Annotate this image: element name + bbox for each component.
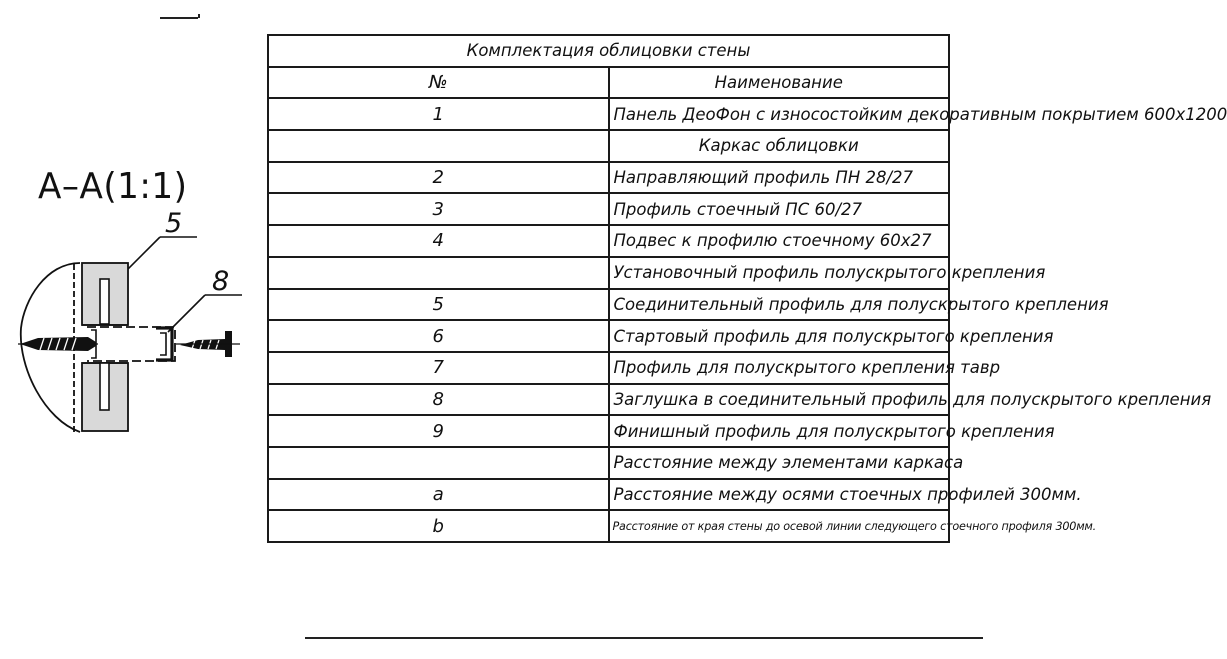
table-title: Комплектация облицовки стены xyxy=(268,35,949,67)
row-text: Соединительный профиль для полускрытого крепления xyxy=(609,289,950,321)
row-number: 8 xyxy=(268,384,609,416)
table-row xyxy=(268,162,949,194)
row-number: 1 xyxy=(268,98,609,130)
specification-table xyxy=(267,34,1227,543)
group-heading: Установочный профиль полускрытого крепления xyxy=(609,257,950,289)
section-drawing xyxy=(0,200,260,440)
table-header-row xyxy=(268,67,949,99)
table-row xyxy=(268,384,949,416)
table-title-row xyxy=(268,35,949,67)
table-row xyxy=(268,320,949,352)
row-text: Подвес к профилю стоечному 60х27 xyxy=(609,225,950,257)
table-row xyxy=(268,510,949,542)
row-number: 5 xyxy=(268,289,609,321)
connecting-profile xyxy=(87,327,175,361)
title-underline-mark xyxy=(160,17,198,19)
row-number: b xyxy=(268,510,609,542)
row-number: 7 xyxy=(268,352,609,384)
table-row xyxy=(268,130,949,162)
table-row xyxy=(268,447,949,479)
row-text: Финишный профиль для полускрытого крепления xyxy=(609,415,950,447)
profile-flange-lower xyxy=(100,363,109,410)
table-row xyxy=(268,289,949,321)
row-number: 2 xyxy=(268,162,609,194)
col-header-number: № xyxy=(268,67,609,99)
table-row xyxy=(268,479,949,511)
row-number xyxy=(268,257,609,289)
row-number: 4 xyxy=(268,225,609,257)
row-number: a xyxy=(268,479,609,511)
table-row xyxy=(268,98,949,130)
row-text: Панель ДеоФон с износостойким декоративным покрытием 600х1200 xyxy=(609,98,950,130)
row-number: 6 xyxy=(268,320,609,352)
table-row xyxy=(268,257,949,289)
table-row xyxy=(268,415,949,447)
row-text: Заглушка в соединительный профиль для полускрытого крепления xyxy=(609,384,950,416)
table-row xyxy=(268,225,949,257)
row-text: Расстояние между осями стоечных профилей 300мм. xyxy=(609,479,950,511)
row-number: 3 xyxy=(268,193,609,225)
row-text: Направляющий профиль ПН 28/27 xyxy=(609,162,950,194)
row-text: Профиль для полускрытого крепления тавр xyxy=(609,352,950,384)
table-row xyxy=(268,352,949,384)
row-text: Профиль стоечный ПС 60/27 xyxy=(609,193,950,225)
callout-5: 5 xyxy=(165,208,183,239)
row-text: Расстояние от края стены до осевой линии следующего стоечного профиля 300мм. xyxy=(609,510,950,542)
row-number xyxy=(268,130,609,162)
group-heading: Каркас облицовки xyxy=(609,130,950,162)
profile-flange-upper xyxy=(100,279,109,324)
col-header-name: Наименование xyxy=(609,67,950,99)
row-number: 9 xyxy=(268,415,609,447)
callout-8: 8 xyxy=(212,266,230,297)
bottom-rule xyxy=(305,637,983,639)
group-heading: Расстояние между элементами каркаса xyxy=(609,447,950,479)
section-label: A–A(1:1) xyxy=(38,166,188,207)
table-row xyxy=(268,193,949,225)
row-text: Стартовый профиль для полускрытого крепления xyxy=(609,320,950,352)
row-number xyxy=(268,447,609,479)
